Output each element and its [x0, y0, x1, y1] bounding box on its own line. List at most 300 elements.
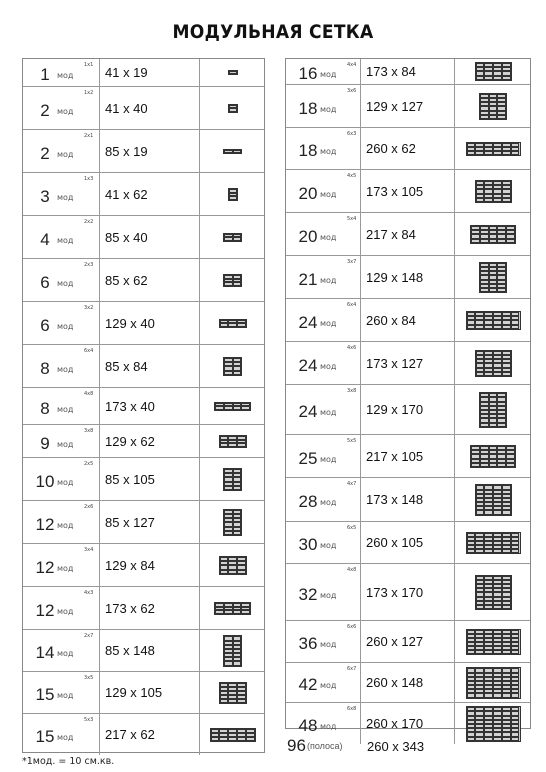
table-row [23, 59, 264, 86]
module-cell [475, 737, 484, 741]
module-count: 12 [35, 600, 55, 620]
grid-dimension-label: 3x5 [84, 675, 94, 681]
grid-dimension-label: 6x8 [347, 706, 357, 712]
grid-dimension-label: 5x4 [347, 216, 357, 222]
column-divider [99, 259, 100, 301]
ad-size: 173 x 84 [366, 63, 416, 79]
grid-dimension-label: 3x7 [347, 259, 357, 265]
ad-size: 129 x 105 [105, 685, 163, 700]
column-divider [199, 302, 200, 344]
grid-dimension-label: 1x1 [84, 62, 94, 68]
column-divider [99, 544, 100, 586]
ad-size: 260 x 84 [366, 312, 416, 328]
module-count: 18 [298, 141, 318, 160]
extra-row-size: 260 x 343 [367, 739, 425, 754]
table-row [23, 500, 264, 543]
grid-dimension-label: 4x8 [84, 391, 94, 397]
module-grid-icon [466, 667, 521, 698]
module-grid-icon [479, 262, 507, 293]
module-count: 18 [298, 98, 318, 118]
ad-size: 41 x 40 [105, 100, 148, 116]
ad-size: 129 x 84 [105, 557, 155, 573]
module-cell [480, 288, 489, 292]
table-row [23, 129, 264, 172]
module-cell [493, 549, 502, 553]
column-divider [99, 388, 100, 424]
ad-size: 41 x 19 [105, 64, 148, 80]
module-grid-icon [228, 104, 238, 114]
module-grid-icon [470, 225, 516, 243]
table-row [286, 255, 530, 298]
table-row [23, 387, 264, 424]
module-cell [233, 237, 242, 241]
column-divider [99, 302, 100, 344]
ad-size: 260 x 62 [366, 141, 416, 156]
module-unit-label: мод [57, 235, 74, 245]
column-divider [360, 703, 361, 744]
module-cell [471, 463, 480, 467]
module-cell [493, 325, 502, 329]
ad-size: 85 x 19 [105, 143, 148, 159]
grid-dimension-label: 1x3 [84, 176, 94, 182]
column-divider [360, 478, 361, 521]
module-cell [484, 151, 493, 155]
table-row [286, 212, 530, 255]
table-row [286, 620, 530, 662]
grid-dimension-label: 2x3 [84, 262, 94, 268]
module-cell [467, 693, 476, 697]
module-unit-label: мод [57, 606, 74, 616]
module-unit-label: мод [57, 70, 74, 80]
column-divider [454, 299, 455, 341]
ad-size: 85 x 40 [105, 229, 148, 245]
module-grid-icon [219, 556, 247, 574]
module-grid-icon [479, 392, 507, 427]
column-divider [360, 435, 361, 477]
grid-dimension-label: 6x3 [347, 131, 357, 137]
module-cell [506, 463, 515, 467]
column-divider [99, 672, 100, 713]
table-row [286, 341, 530, 384]
column-divider [360, 342, 361, 384]
module-cell [476, 198, 485, 202]
module-cell [467, 151, 476, 155]
table-row [23, 543, 264, 586]
module-cell [502, 737, 511, 741]
module-cell [511, 737, 520, 741]
module-cell [502, 76, 511, 80]
footnote: *1мод. = 10 см.кв. [22, 756, 115, 767]
module-cell [211, 737, 220, 741]
column-divider [99, 130, 100, 172]
ad-size: 173 x 170 [366, 584, 424, 600]
module-cell [511, 549, 520, 553]
module-count: 25 [298, 448, 318, 468]
right-module-table [285, 58, 531, 735]
module-cell [489, 288, 498, 292]
module-cell [476, 76, 485, 80]
left-module-table [22, 58, 265, 753]
module-cell [233, 610, 242, 614]
column-divider [199, 501, 200, 543]
module-cell [228, 570, 237, 574]
module-grid-icon [219, 435, 247, 449]
ad-size: 217 x 84 [366, 226, 416, 242]
ad-size: 173 x 105 [366, 183, 424, 199]
table-row [286, 521, 530, 563]
module-unit-label: мод [320, 318, 337, 328]
module-cell [228, 699, 237, 703]
module-cell [224, 150, 233, 153]
module-cell [497, 288, 506, 292]
table-row [23, 301, 264, 344]
module-cell [220, 570, 229, 574]
grid-dimension-label: 5x5 [347, 438, 357, 444]
table-row [23, 86, 264, 129]
ad-size: 217 x 105 [366, 448, 424, 464]
column-divider [360, 621, 361, 662]
module-unit-label: мод [57, 477, 74, 487]
table-row [286, 59, 530, 84]
module-cell [233, 150, 242, 153]
module-count: 6 [40, 272, 50, 292]
module-cell [502, 693, 511, 697]
module-unit-label: мод [320, 722, 337, 731]
ad-size: 173 x 62 [105, 600, 155, 616]
module-cell [475, 325, 484, 329]
module-cell [493, 510, 502, 514]
module-cell [480, 463, 489, 467]
module-unit-label: мод [320, 69, 337, 79]
module-unit-label: мод [320, 232, 337, 242]
module-cell [502, 605, 511, 609]
module-grid-icon [466, 629, 521, 656]
grid-dimension-label: 2x5 [84, 461, 94, 467]
module-unit-label: мод [57, 733, 74, 742]
module-unit-label: мод [57, 364, 74, 374]
module-grid-icon [228, 188, 238, 202]
module-count: 1 [40, 64, 50, 84]
grid-dimension-label: 4x6 [347, 345, 357, 351]
module-unit-label: мод [57, 278, 74, 288]
module-grid-icon [466, 142, 521, 156]
grid-dimension-label: 3x8 [84, 428, 94, 434]
grid-dimension-label: 6x4 [347, 302, 357, 308]
module-cell [493, 737, 502, 741]
module-cell [224, 661, 233, 665]
table-row [23, 424, 264, 457]
table-row [23, 671, 264, 713]
module-cell [467, 325, 476, 329]
column-divider [360, 85, 361, 127]
column-divider [454, 170, 455, 212]
module-count: 30 [298, 535, 318, 554]
column-divider [360, 128, 361, 169]
module-unit-label: мод [57, 563, 74, 573]
ad-size: 129 x 40 [105, 315, 155, 331]
module-grid-icon [475, 350, 512, 377]
module-cell [511, 650, 520, 654]
column-divider [99, 587, 100, 629]
grid-dimension-label: 6x4 [84, 348, 94, 354]
column-divider [360, 522, 361, 563]
module-unit-label: мод [57, 192, 74, 202]
module-grid-icon [479, 93, 507, 120]
grid-dimension-label: 2x2 [84, 219, 94, 225]
module-unit-label: мод [57, 404, 74, 414]
module-grid-icon [466, 311, 521, 329]
column-divider [454, 663, 455, 702]
column-divider [360, 256, 361, 298]
ad-size: 41 x 62 [105, 186, 148, 202]
column-divider [199, 259, 200, 301]
ad-size: 85 x 127 [105, 514, 155, 530]
extra-row-note: (полоса) [307, 741, 343, 751]
ad-size: 129 x 170 [366, 402, 424, 417]
module-cell [475, 151, 484, 155]
module-cell [229, 108, 237, 112]
module-grid-icon [210, 728, 256, 742]
module-unit-label: мод [57, 439, 74, 449]
module-cell [237, 737, 246, 741]
module-count: 48 [298, 716, 318, 735]
module-cell [511, 693, 520, 697]
ad-size: 260 x 127 [366, 634, 424, 649]
column-divider [454, 59, 455, 84]
module-cell [502, 650, 511, 654]
module-cell [471, 239, 480, 243]
module-cell [480, 115, 489, 119]
module-cell [219, 737, 228, 741]
module-grid-icon [223, 468, 242, 491]
module-cell [493, 198, 502, 202]
module-cell [237, 443, 246, 447]
module-count: 42 [298, 675, 318, 694]
column-divider [199, 587, 200, 629]
module-cell [228, 443, 237, 447]
module-grid-icon [228, 70, 238, 75]
column-divider [99, 630, 100, 671]
column-divider [454, 478, 455, 521]
module-count: 8 [40, 398, 50, 418]
grid-dimension-label: 3x8 [347, 388, 357, 394]
table-row [23, 172, 264, 215]
module-cell [484, 198, 493, 202]
module-cell [224, 282, 233, 286]
module-grid-icon [466, 706, 521, 741]
grid-dimension-label: 3x4 [84, 547, 94, 553]
module-count: 16 [298, 63, 318, 83]
module-cell [241, 610, 250, 614]
column-divider [360, 385, 361, 434]
module-cell [502, 510, 511, 514]
column-divider [360, 663, 361, 702]
module-unit-label: мод [57, 649, 74, 658]
module-grid-icon [475, 484, 512, 515]
module-cell [220, 443, 229, 447]
module-count: 3 [40, 186, 50, 206]
module-grid-icon [475, 575, 512, 610]
module-cell [467, 737, 476, 741]
module-cell [233, 661, 242, 665]
module-cell [489, 239, 498, 243]
column-divider [360, 564, 361, 620]
module-count: 12 [35, 557, 55, 577]
module-cell [484, 76, 493, 80]
module-cell [224, 371, 233, 375]
module-cell [476, 510, 485, 514]
table-row [286, 84, 530, 127]
module-cell [493, 650, 502, 654]
column-divider [99, 501, 100, 543]
table-row [286, 384, 530, 434]
column-divider [360, 59, 361, 84]
module-cell [502, 151, 511, 155]
column-divider [199, 458, 200, 500]
module-count: 6 [40, 315, 50, 335]
module-cell [224, 486, 233, 490]
extra-row-count: 96 [287, 736, 306, 755]
column-divider [99, 216, 100, 258]
module-grid-icon [223, 233, 242, 243]
column-divider [199, 425, 200, 457]
module-cell [220, 323, 229, 327]
module-cell [233, 371, 242, 375]
column-divider [99, 714, 100, 755]
module-unit-label: мод [320, 590, 337, 600]
module-cell [497, 115, 506, 119]
grid-dimension-label: 2x7 [84, 633, 94, 639]
ad-size: 260 x 148 [366, 675, 424, 690]
module-cell [215, 610, 224, 614]
grid-dimension-label: 4x3 [84, 590, 94, 596]
column-divider [99, 59, 100, 86]
module-unit-label: мод [57, 321, 74, 331]
grid-dimension-label: 5x3 [84, 717, 94, 723]
table-row [23, 215, 264, 258]
column-divider [199, 87, 200, 129]
module-grid-icon [223, 635, 242, 666]
grid-dimension-label: 6x6 [347, 624, 357, 630]
module-unit-label: мод [320, 454, 337, 464]
module-count: 24 [298, 355, 318, 375]
module-cell [224, 531, 233, 535]
module-cell [484, 605, 493, 609]
column-divider [199, 630, 200, 671]
module-count: 28 [298, 492, 318, 511]
module-count: 14 [35, 643, 55, 662]
module-count: 21 [298, 269, 318, 289]
table-row [286, 662, 530, 702]
module-cell [224, 237, 233, 241]
table-row [23, 713, 264, 755]
table-row [286, 477, 530, 521]
module-cell [476, 372, 485, 376]
module-grid-icon [214, 402, 251, 412]
module-cell [480, 239, 489, 243]
module-cell [241, 406, 250, 410]
module-grid-icon [214, 602, 251, 616]
column-divider [454, 522, 455, 563]
column-divider [99, 425, 100, 457]
ad-size: 260 x 105 [366, 535, 424, 550]
module-count: 2 [40, 143, 50, 163]
module-unit-label: мод [320, 189, 337, 199]
grid-dimension-label: 4x5 [347, 173, 357, 179]
module-cell [480, 423, 489, 427]
table-row [23, 629, 264, 671]
table-row [23, 586, 264, 629]
page-title: МОДУЛЬНАЯ СЕТКА [172, 21, 374, 43]
grid-dimension-label: 3x6 [347, 88, 357, 94]
column-divider [454, 213, 455, 255]
module-cell [484, 510, 493, 514]
ad-size: 260 x 170 [366, 716, 424, 731]
module-cell [233, 531, 242, 535]
column-divider [454, 703, 455, 744]
table-row [286, 563, 530, 620]
column-divider [454, 85, 455, 127]
module-count: 20 [298, 226, 318, 246]
module-cell [497, 423, 506, 427]
ad-size: 85 x 84 [105, 358, 148, 374]
module-grid-icon [223, 357, 242, 375]
grid-dimension-label: 3x2 [84, 305, 94, 311]
module-count: 8 [40, 358, 50, 378]
module-cell [502, 549, 511, 553]
module-unit-label: мод [320, 640, 337, 649]
table-row [23, 457, 264, 500]
grid-dimension-label: 4x8 [347, 567, 357, 573]
module-unit-label: мод [57, 106, 74, 116]
column-divider [360, 299, 361, 341]
ad-size: 217 x 62 [105, 727, 155, 742]
column-divider [199, 388, 200, 424]
module-cell [493, 76, 502, 80]
column-divider [199, 672, 200, 713]
column-divider [454, 128, 455, 169]
module-cell [229, 196, 237, 200]
module-count: 2 [40, 100, 50, 120]
module-cell [224, 406, 233, 410]
module-cell [467, 549, 476, 553]
module-cell [233, 486, 242, 490]
column-divider [360, 213, 361, 255]
module-count: 12 [35, 514, 55, 534]
column-divider [454, 621, 455, 662]
module-cell [489, 115, 498, 119]
column-divider [99, 87, 100, 129]
module-cell [475, 549, 484, 553]
module-cell [215, 406, 224, 410]
module-cell [493, 605, 502, 609]
module-cell [484, 549, 493, 553]
module-cell [511, 151, 520, 155]
module-count: 4 [40, 229, 50, 249]
module-unit-label: мод [57, 691, 74, 700]
column-divider [199, 714, 200, 755]
module-cell [497, 239, 506, 243]
module-unit-label: мод [320, 361, 337, 371]
module-grid-icon [219, 319, 247, 329]
grid-dimension-label: 2x6 [84, 504, 94, 510]
module-unit-label: мод [320, 541, 337, 550]
grid-dimension-label: 6x5 [347, 525, 357, 531]
ad-size: 85 x 62 [105, 272, 148, 288]
column-divider [454, 256, 455, 298]
module-count: 24 [298, 312, 318, 332]
module-cell [484, 650, 493, 654]
